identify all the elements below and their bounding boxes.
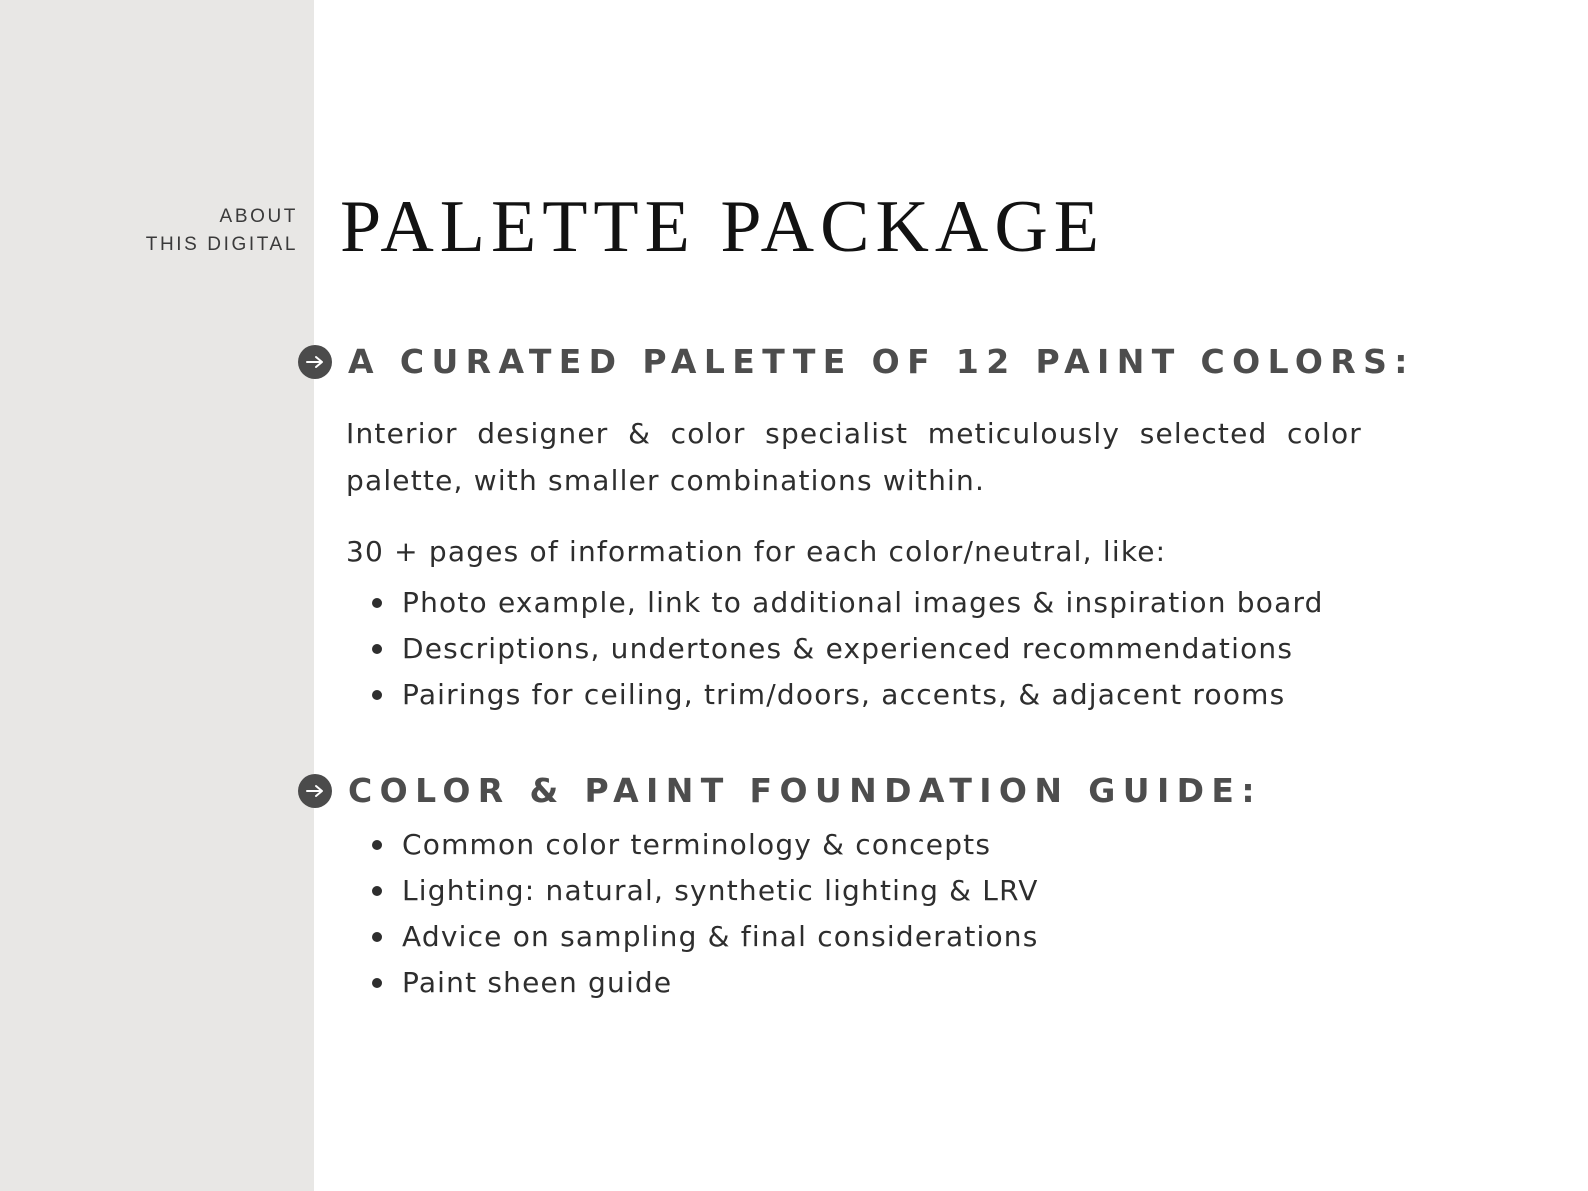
sidebar-kicker xyxy=(38,203,298,259)
arrow-right-circle-icon xyxy=(298,774,332,808)
list-item: Paint sheen guide xyxy=(372,960,1039,1006)
list-item: Lighting: natural, synthetic lighting & LRV xyxy=(372,868,1039,914)
section-heading-foundation xyxy=(298,771,1262,811)
section-heading-text: COLOR & PAINT FOUNDATION GUIDE: xyxy=(348,771,1262,810)
list-item: Pairings for ceiling, trim/doors, accents, & adjacent rooms xyxy=(372,672,1324,718)
page-title: PALETTE PACKAGE xyxy=(340,186,1105,268)
list-item: Common color terminology & concepts xyxy=(372,822,1039,868)
palette-intro-text: Interior designer & color specialist meticulously selected color palette, with smaller combinations within. xyxy=(346,417,1362,497)
section-heading-palette xyxy=(298,342,1415,382)
section-heading-text: A CURATED PALETTE OF 12 PAINT COLORS: xyxy=(348,342,1415,381)
kicker-line-1: ABOUT xyxy=(219,206,298,227)
foundation-bullet-list xyxy=(372,822,1039,1006)
list-item: Descriptions, undertones & experienced recommendations xyxy=(372,626,1324,672)
list-item: Advice on sampling & final considerations xyxy=(372,914,1039,960)
arrow-right-circle-icon xyxy=(298,345,332,379)
palette-bullet-list xyxy=(372,580,1324,718)
list-item: Photo example, link to additional images & inspiration board xyxy=(372,580,1324,626)
kicker-line-2: THIS DIGITAL xyxy=(145,234,298,255)
sidebar-panel xyxy=(0,0,314,1191)
palette-list-intro: 30 + pages of information for each color/neutral, like: xyxy=(346,535,1167,568)
